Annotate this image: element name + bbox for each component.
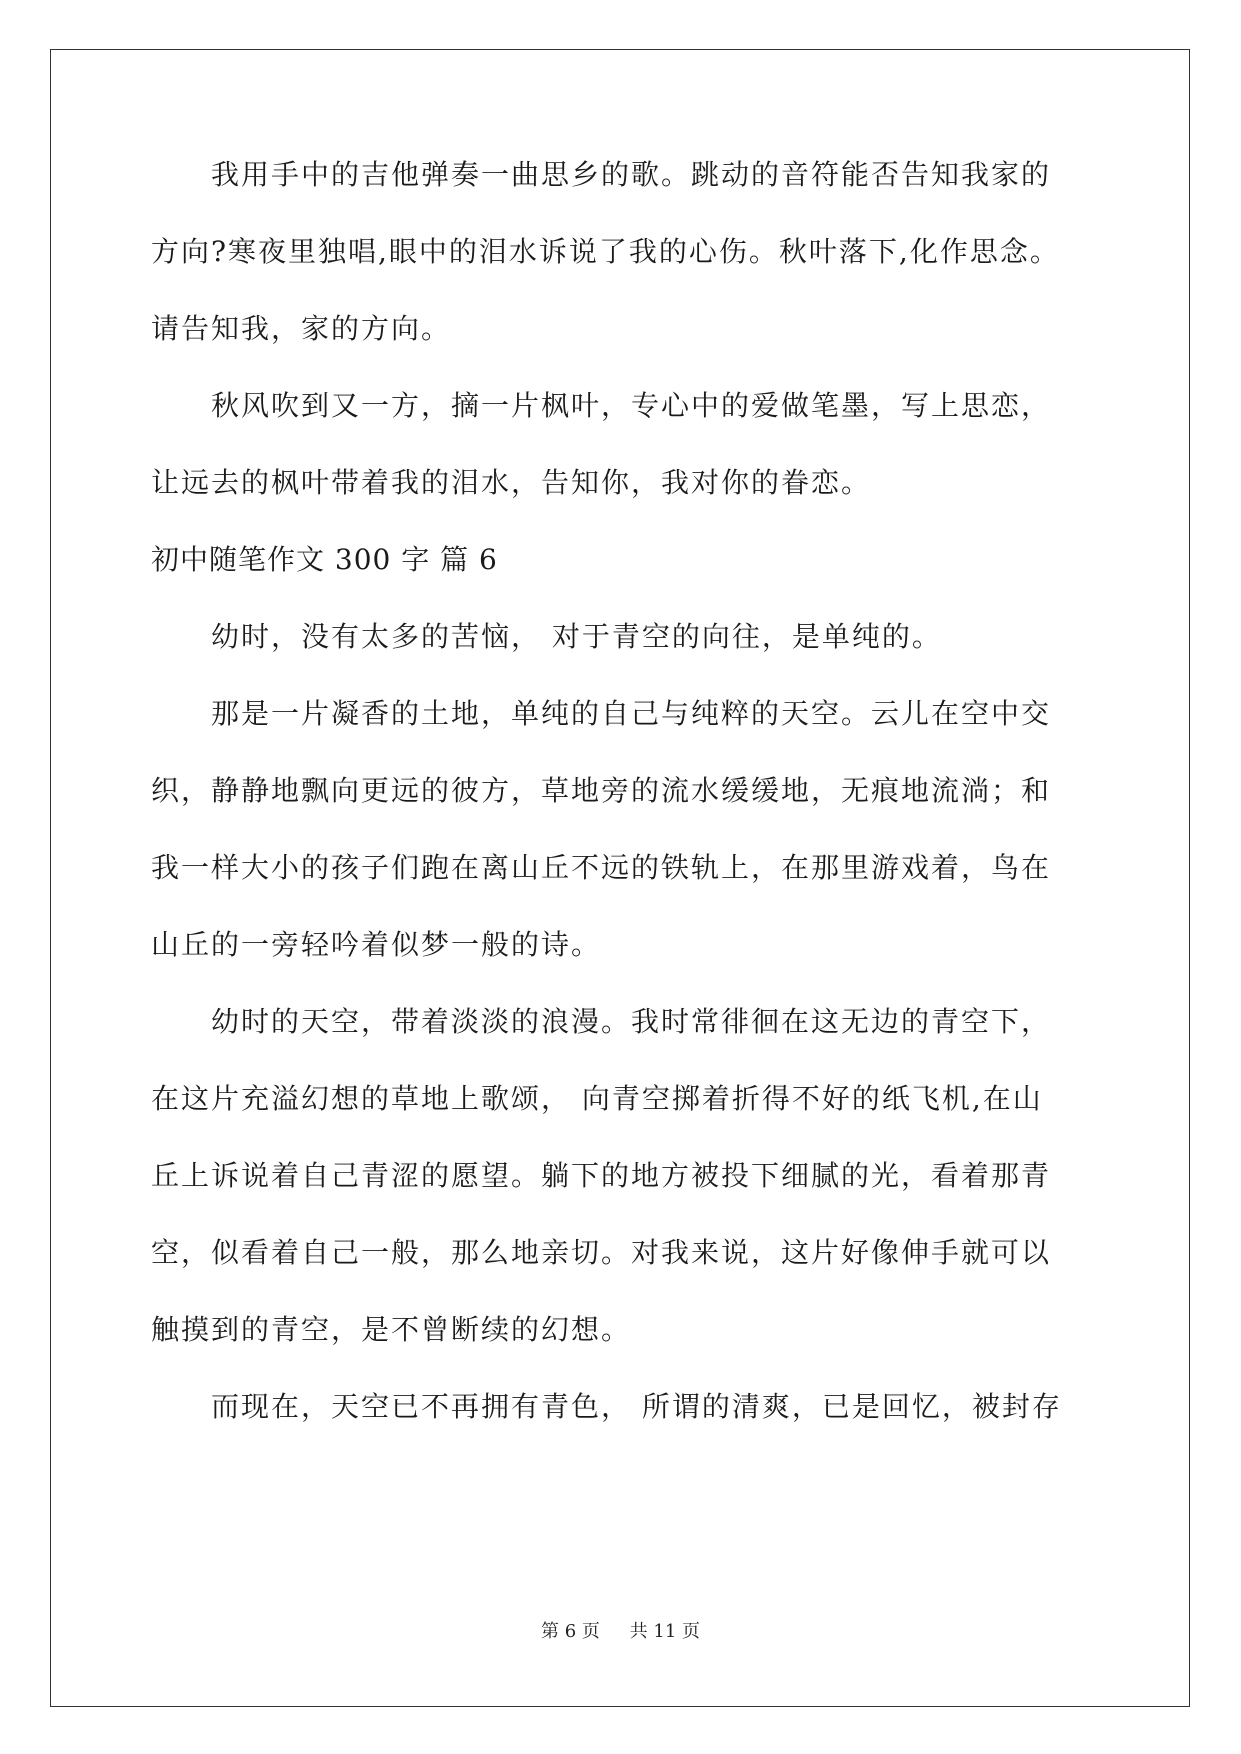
paragraph-line: 而现在，天空已不再拥有青色， 所谓的清爽，已是回忆，被封存 <box>151 1390 1062 1423</box>
page-footer <box>0 1620 1241 1644</box>
paragraph-line: 那是一片凝香的土地，单纯的自己与纯粹的天空。云儿在空中交 <box>151 697 1052 730</box>
section-heading: 初中随笔作文 300 字 篇 6 <box>151 543 498 576</box>
paragraph-line: 幼时，没有太多的苦恼， 对于青空的向往，是单纯的。 <box>151 620 942 653</box>
paragraph-line: 在这片充溢幻想的草地上歌颂， 向青空掷着折得不好的纸飞机,在山 <box>151 1082 1043 1115</box>
paragraph-line: 让远去的枫叶带着我的泪水，告知你，我对你的眷恋。 <box>151 466 872 499</box>
paragraph-line: 我一样大小的孩子们跑在离山丘不远的铁轨上，在那里游戏着，鸟在 <box>151 851 1052 884</box>
paragraph-line: 空，似看着自己一般，那么地亲切。对我来说，这片好像伸手就可以 <box>151 1236 1052 1269</box>
paragraph-line: 丘上诉说着自己青涩的愿望。躺下的地方被投下细腻的光，看着那青 <box>151 1159 1052 1192</box>
paragraph-line: 触摸到的青空，是不曾断续的幻想。 <box>151 1313 632 1346</box>
paragraph-line: 秋风吹到又一方，摘一片枫叶，专心中的爱做笔墨，写上思恋， <box>151 389 1052 422</box>
page-number: 第 6 页 <box>541 1621 600 1642</box>
paragraph-line: 方向?寒夜里独唱,眼中的泪水诉说了我的心伤。秋叶落下,化作思念。 <box>151 235 1060 268</box>
paragraph-line: 幼时的天空，带着淡淡的浪漫。我时常徘徊在这无边的青空下， <box>151 1005 1052 1038</box>
paragraph-line: 织，静静地飘向更远的彼方，草地旁的流水缓缓地，无痕地流淌；和 <box>151 774 1052 807</box>
paragraph-line: 我用手中的吉他弹奏一曲思乡的歌。跳动的音符能否告知我家的 <box>151 158 1052 191</box>
page-total: 共 11 页 <box>629 1621 700 1642</box>
paragraph-line: 请告知我，家的方向。 <box>151 312 452 345</box>
paragraph-line: 山丘的一旁轻吟着似梦一般的诗。 <box>151 928 602 961</box>
